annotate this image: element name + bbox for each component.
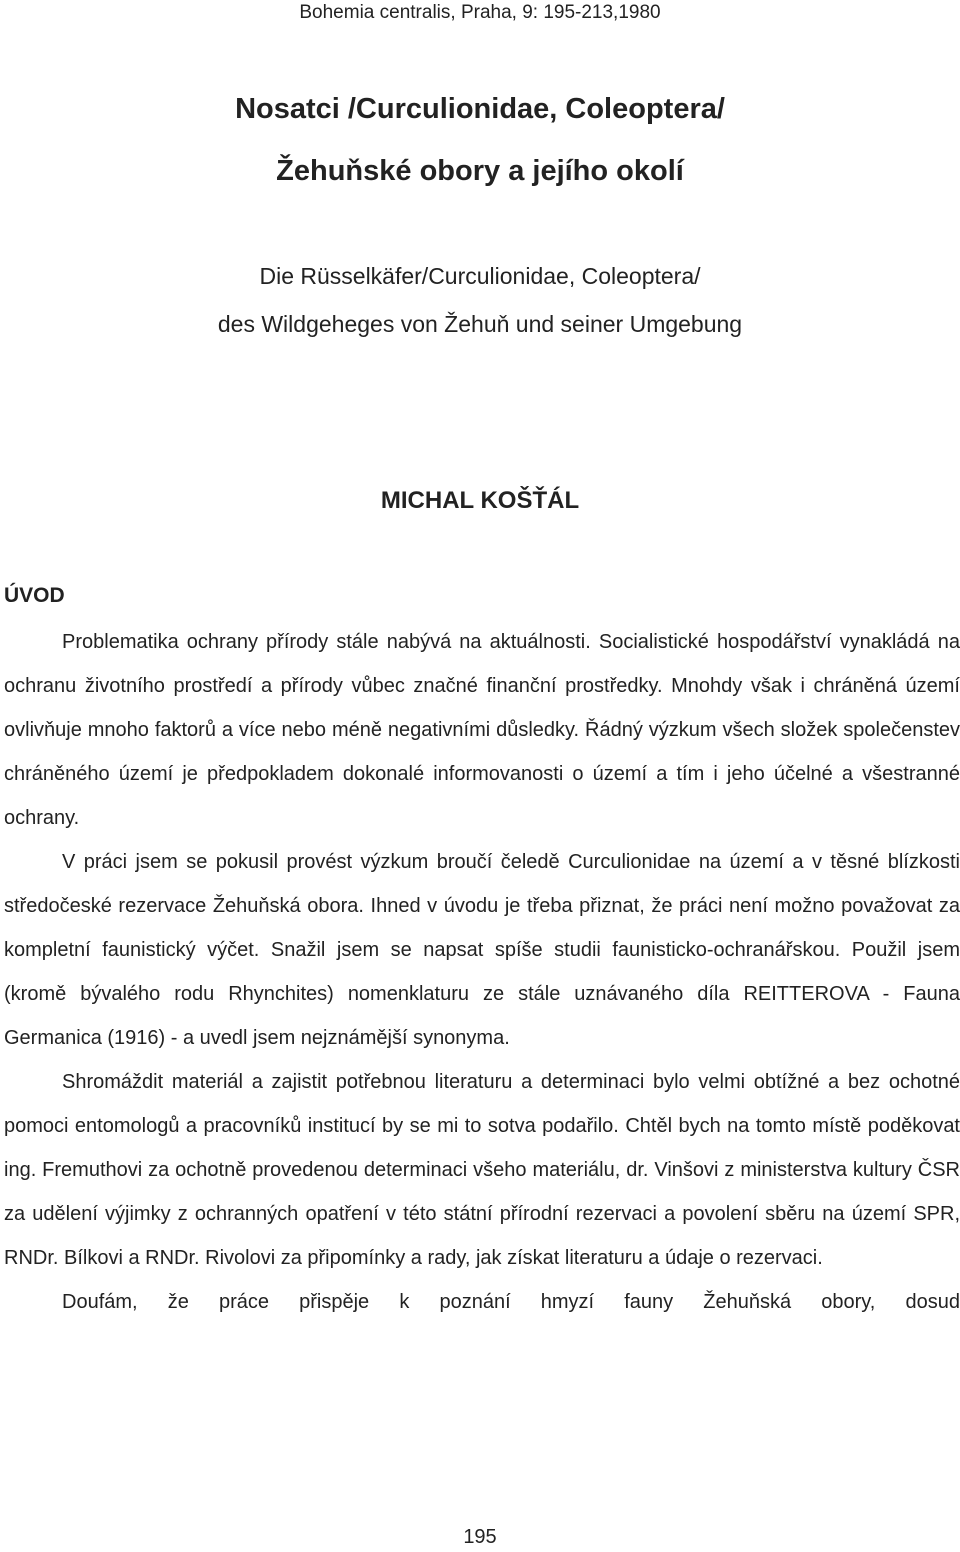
author-name: MICHAL KOŠŤÁL <box>380 487 580 514</box>
article-title-line-2: Žehuňské obory a jejího okolí <box>276 155 684 187</box>
paragraph: V práci jsem se pokusil provést výzkum broučí čeledě Curculionidae na území a v těsné blízkosti středočeské rezervace Žehuňská obora. Ihned v úvodu je třeba přiznat, že práci není možno považovat za kompletní faunistický výčet. Snažil jsem se napsat spíše studii faunisticko-ochranářskou. Použil jsem (kromě bývalého rodu Rhynchites) nomenklaturu ze stále uznávaného díla REITTEROVA - Fauna Germanica (1916) - a uvedl jsem nejznámější synonyma. <box>4 851 960 1049</box>
german-title-line-1: Die Rüsselkäfer/Curculionidae, Coleoptera/ <box>259 263 701 289</box>
paragraph: Problematika ochrany přírody stále nabývá na aktuálnosti. Socialistické hospodářství vynakládá na ochranu životního prostředí a přírody vůbec značné finanční prostředky. Mnohdy však i chráněná území ovlivňuje mnoho faktorů a více nebo méně negativními důsledky. Řádný výzkum všech složek společenstev chráněného území je předpokladem dokonalé informovanosti o území a tím i jeho účelné a všestranné ochrany. <box>4 631 960 829</box>
journal-citation: Bohemia centralis, Praha, 9: 195-213,1980 <box>299 2 661 23</box>
section-heading: ÚVOD <box>4 584 65 607</box>
german-title-line-2: des Wildgeheges von Žehuň und seiner Umgebung <box>217 311 743 337</box>
paragraph: Doufám, že práce přispěje k poznání hmyzí fauny Žehuňská obory, dosud <box>62 1291 960 1313</box>
paragraph: Shromáždit materiál a zajistit potřebnou literaturu a determinaci bylo velmi obtížné a bez ochotné pomoci entomologů a pracovníků institucí by se mi to sotva podařilo. Chtěl bych na tomto místě poděkovat ing. Fremuthovi za ochotně provedenou determinaci všeho materiálu, dr. Vinšovi z ministerstva kultury ČSR za udělení výjimky z ochranných opatření v této státní přírodní rezervaci a povolení sběru na území SPR, RNDr. Bílkovi a RNDr. Rivolovi za připomínky a rady, jak získat literaturu a údaje o rezervaci. <box>4 1071 960 1269</box>
page-number: 195 <box>463 1526 497 1548</box>
article-title-line-1: Nosatci /Curculionidae, Coleoptera/ <box>235 93 725 125</box>
body-text <box>4 620 960 1324</box>
